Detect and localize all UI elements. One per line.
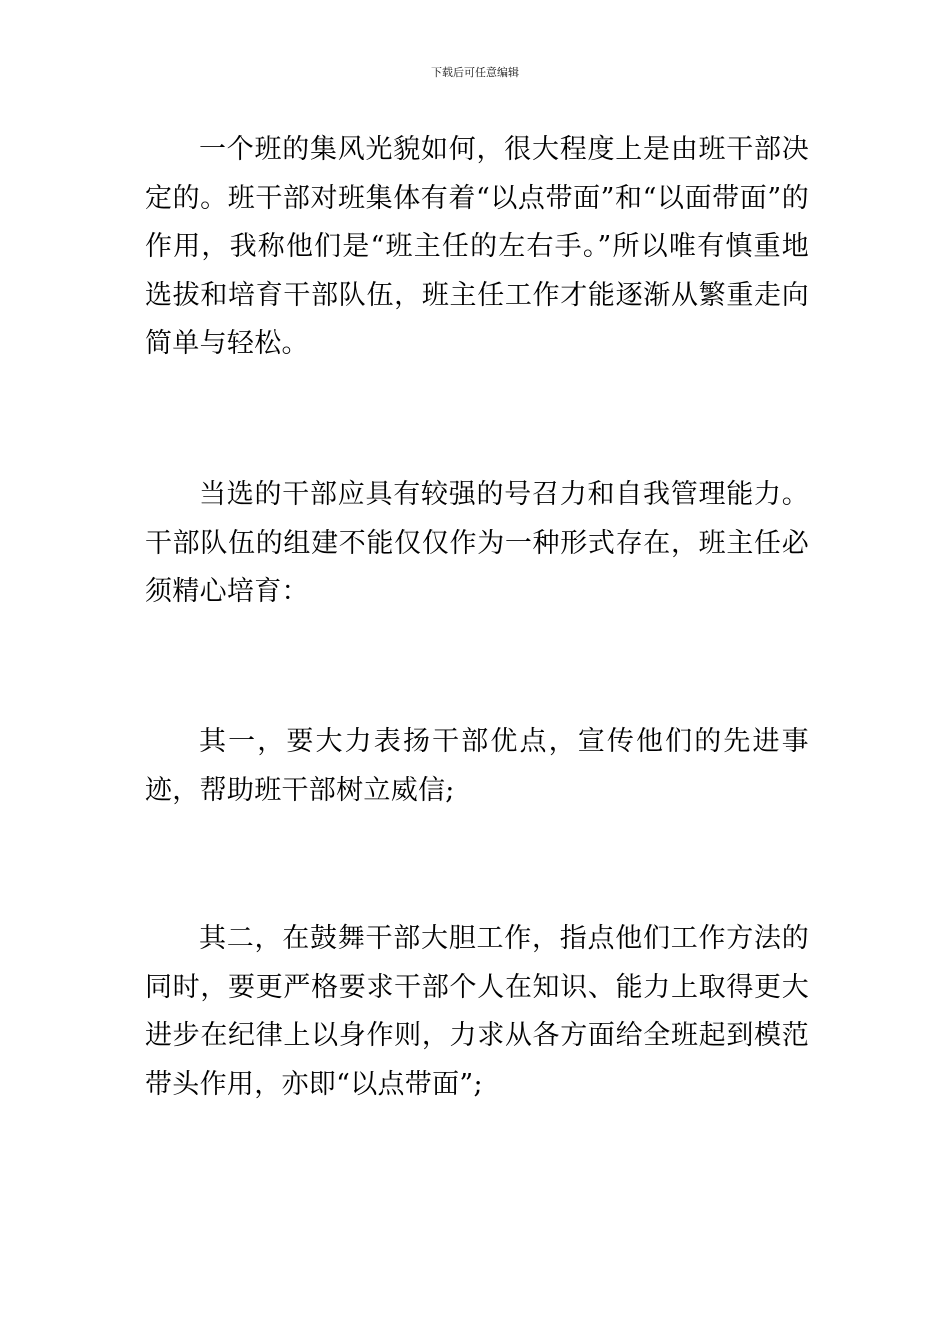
body-paragraph: 当选的干部应具有较强的号召力和自我管理能力。干部队伍的组建不能仅仅作为一种形式存在，班主任必须精心培育： (145, 479, 809, 607)
body-paragraph: 其二，在鼓舞干部大胆工作，指点他们工作方法的同时，要更严格要求干部个人在知识、能力上取得更大进步在纪律上以身作则，力求从各方面给全班起到模范带头作用，亦即“以点带面”; (145, 923, 809, 1100)
page-header-note: 下载后可任意编辑 (431, 66, 519, 79)
body-paragraph: 其一，要大力表扬干部优点，宣传他们的先进事迹，帮助班干部树立威信; (145, 726, 809, 806)
body-paragraph: 一个班的集风光貌如何，很大程度上是由班干部决定的。班干部对班集体有着“以点带面”和“以面带面”的作用，我称他们是“班主任的左右手。”所以唯有慎重地选拔和培育干部队伍，班主任工作才能逐渐从繁重走向简单与轻松。 (145, 134, 809, 359)
